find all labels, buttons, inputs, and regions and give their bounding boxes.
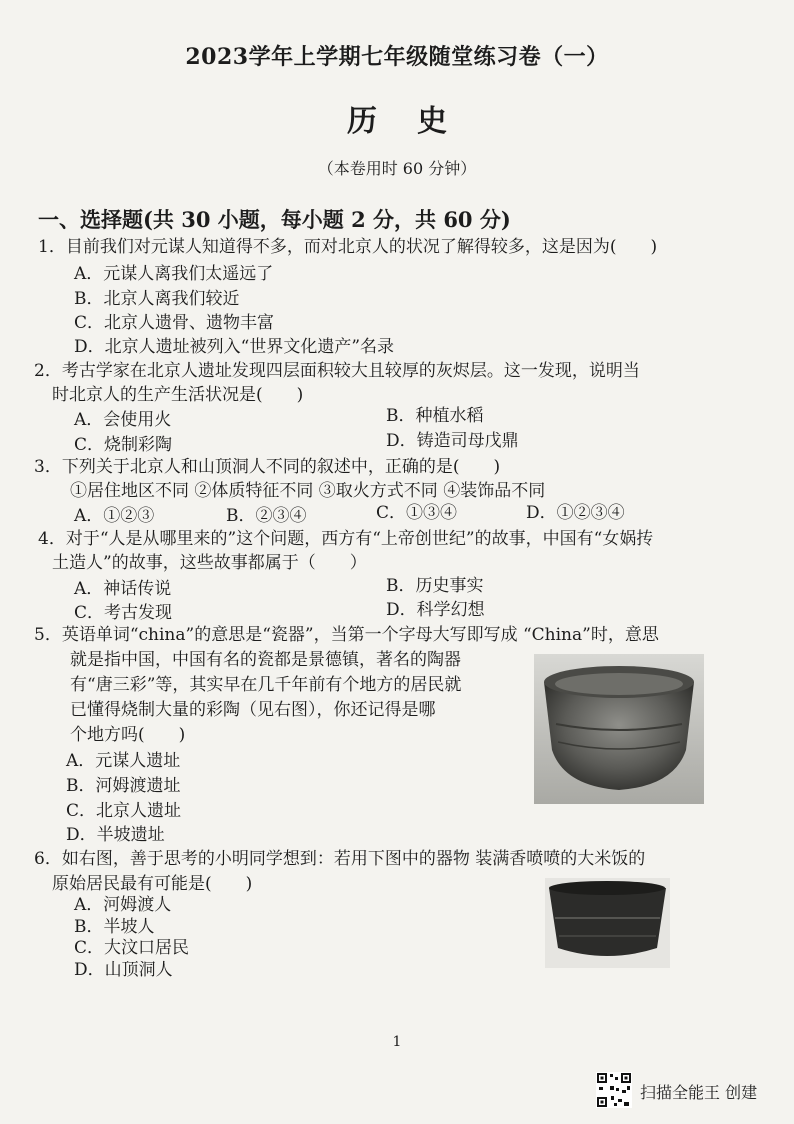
question-5-line-5: 个地方吗( )	[70, 725, 186, 745]
question-2-line-2: 时北京人的生产生活状况是( )	[52, 385, 304, 405]
page-number: 1	[392, 1034, 402, 1050]
exam-title: 2023学年上学期七年级随堂练习卷（一）	[185, 44, 609, 70]
black-pottery-vessel-image	[545, 878, 670, 968]
scanner-watermark: 扫描全能王 创建	[640, 1083, 758, 1102]
question-5-option-d: D．半坡遗址	[66, 825, 165, 845]
painted-pottery-bowl-image	[534, 654, 704, 804]
question-4-option-c: C．考古发现	[74, 603, 173, 623]
question-5-option-c: C．北京人遗址	[66, 801, 182, 821]
question-6-option-a: A．河姆渡人	[74, 895, 172, 915]
question-6-line-1: 6．如右图，善于思考的小明同学想到：若用下图中的器物 装满香喷喷的大米饭的	[34, 849, 646, 869]
question-2-line-1: 2．考古学家在北京人遗址发现四层面积较大且较厚的灰烬层。这一发现，说明当	[34, 361, 640, 381]
question-2-option-b: B．种植水稻	[386, 406, 484, 426]
question-2-option-a: A．会使用火	[74, 410, 172, 430]
time-note: （本卷用时 60 分钟）	[317, 159, 477, 178]
subject-title: 历史	[347, 104, 487, 139]
question-4-line-2: 土造人”的故事，这些故事都属于（ ）	[52, 553, 367, 573]
question-1-line-1: 1．目前我们对元谋人知道得不多，而对北京人的状况了解得较多，这是因为( )	[38, 237, 658, 257]
question-3-option-d: D．①②③④	[526, 503, 625, 523]
question-6-option-b: B．半坡人	[74, 917, 155, 937]
question-6-option-d: D．山顶洞人	[74, 960, 173, 980]
question-5-option-a: A．元谋人遗址	[66, 751, 181, 771]
question-3-option-c: C．①③④	[376, 503, 458, 523]
question-3-option-b: B．②③④	[226, 506, 307, 526]
question-5-line-4: 已懂得烧制大量的彩陶（见右图），你还记得是哪	[70, 700, 436, 720]
question-4-line-1: 4．对于“人是从哪里来的”这个问题，西方有“上帝创世纪”的故事，中国有“女娲抟	[38, 529, 654, 549]
question-5-line-2: 就是指中国，中国有名的瓷都是景德镇，著名的陶器	[70, 650, 461, 670]
question-3-line-1: 3．下列关于北京人和山顶洞人不同的叙述中，正确的是( )	[34, 457, 501, 477]
question-6-option-c: C．大汶口居民	[74, 938, 190, 958]
section-heading: 一、选择题(共 30 小题，每小题 2 分，共 60 分)	[38, 207, 511, 232]
question-2-option-c: C．烧制彩陶	[74, 435, 173, 455]
question-5-option-b: B．河姆渡遗址	[66, 776, 181, 796]
question-1-option-d: D．北京人遗址被列入“世界文化遗产”名录	[74, 337, 395, 357]
question-3-line-2: ①居住地区不同 ②体质特征不同 ③取火方式不同 ④装饰品不同	[70, 481, 546, 501]
question-1-option-c: C．北京人遗骨、遗物丰富	[74, 313, 275, 333]
question-6-line-2: 原始居民最有可能是( )	[52, 874, 253, 894]
question-2-option-d: D．铸造司母戊鼎	[386, 431, 519, 451]
question-5-line-1: 5．英语单词“china”的意思是“瓷器”，当第一个字母大写即写成 “China”时，意思	[34, 625, 659, 645]
question-4-option-d: D．科学幻想	[386, 600, 485, 620]
question-4-option-a: A．神话传说	[74, 579, 172, 599]
question-4-option-b: B．历史事实	[386, 576, 484, 596]
question-1-option-a: A．元谋人离我们太遥远了	[74, 264, 274, 284]
question-3-option-a: A．①②③	[74, 506, 155, 526]
question-1-option-b: B．北京人离我们较近	[74, 289, 240, 309]
qr-code-icon	[596, 1072, 632, 1108]
question-5-line-3: 有“唐三彩”等，其实早在几千年前有个地方的居民就	[70, 675, 462, 695]
